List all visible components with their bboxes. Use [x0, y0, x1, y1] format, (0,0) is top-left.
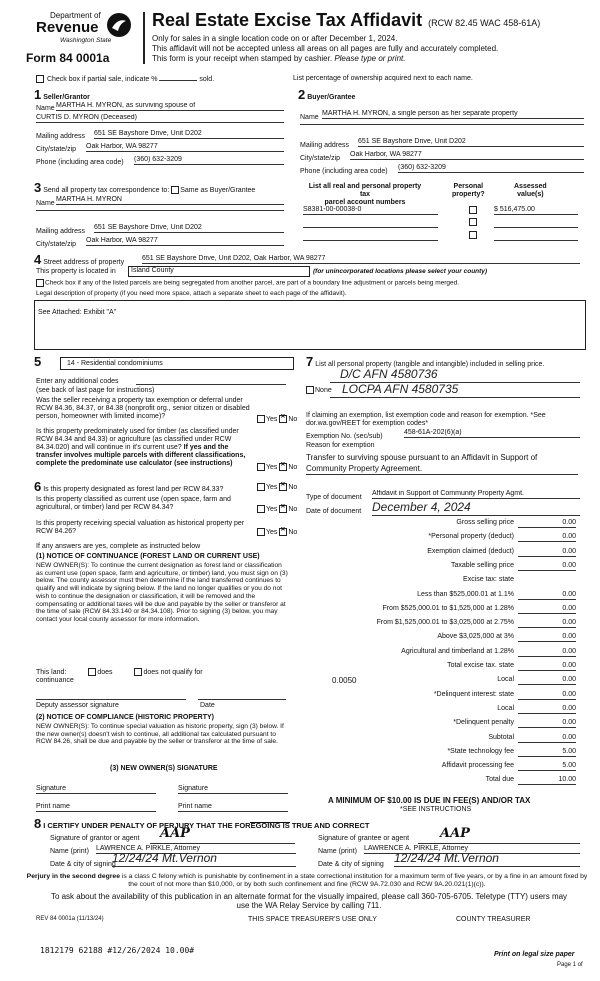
grantor-date-field[interactable]: 12/24/24 Mt.Vernon: [112, 852, 296, 867]
tax-row-label: Gross selling price: [456, 519, 514, 526]
corr-city-label: City/state/zip: [36, 241, 77, 248]
tax-row: [284, 648, 584, 658]
tax-row: [284, 591, 584, 601]
exempt-note: If claiming an exemption, list exemption code and reason for exemption. *See dor.wa.gov/REET for exemption codes*: [306, 412, 546, 428]
dept-line1: Department of: [50, 11, 101, 20]
tax-row: [284, 734, 584, 744]
s6-ifyes: If any answers are yes, complete as instructed below: [36, 543, 201, 550]
local-rate: 0.0050: [332, 676, 357, 686]
q2-yes-checkbox[interactable]: [257, 463, 265, 471]
tax-row-value[interactable]: 0.00: [518, 719, 576, 728]
tax-row-value[interactable]: 0.00: [518, 691, 576, 700]
this-land-row: This land: does does not qualify for: [36, 668, 203, 676]
codes-field[interactable]: [136, 376, 286, 385]
county-select[interactable]: Island County: [128, 266, 310, 277]
assessed-header: Assessed value(s): [514, 183, 547, 199]
tax-row: [284, 762, 584, 772]
treasurer-use-label: THIS SPACE TREASURER'S USE ONLY: [248, 916, 377, 923]
legal-description-text: See Attached: Exhibit "A": [38, 309, 117, 316]
q2-answers: Yes ✕ No: [257, 463, 297, 472]
use-code-select[interactable]: 14 - Residential condominiums: [60, 357, 294, 370]
certify-strike: [250, 822, 290, 823]
s6-q2-answers: Yes ✕ No: [257, 505, 297, 514]
tax-row-label: Local: [497, 676, 514, 684]
tax-row-label: *Delinquent interest: state: [433, 690, 514, 698]
corr-name-blank[interactable]: [36, 210, 284, 211]
parcel-number-2[interactable]: [303, 219, 438, 228]
doc-type-label: Type of document: [306, 494, 362, 501]
owner-print-line-2[interactable]: [178, 811, 288, 812]
buyer-mail-label: Mailing address: [300, 142, 350, 149]
personal-checkbox-2[interactable]: [469, 218, 478, 227]
form-number: Form 84 0001a: [26, 51, 110, 65]
tax-row-value[interactable]: 10.00: [518, 776, 576, 785]
tax-row-value[interactable]: 0.00: [518, 633, 576, 642]
partial-sale-checkbox[interactable]: [36, 75, 44, 83]
subtitle-2: This affidavit will not be accepted unless all areas on all pages are fully and accurately completed.: [152, 44, 499, 53]
tax-row-label: From $525,000.01 to $1,525,000 at 1.28%: [382, 604, 514, 612]
accessibility-note: To ask about the availability of this publication in an alternate format for the visually impaired, please call 360-705-6705. Teletype (TTY) users may use the WA Relay Service by calling 711.: [50, 892, 568, 911]
partial-sale-row: Check box if partial sale, indicate % sold.: [36, 75, 214, 84]
tax-row-value[interactable]: 0.00: [518, 548, 576, 557]
q1-text: Was the seller receiving a property tax exemption or deferral under RCW 84.36, 84.37, or 84.38 (nonprofit org., senior citizen or disabled person, homeowner with limited income)?: [36, 397, 250, 421]
seller-name-field-2[interactable]: CURTIS D. MYRON (Deceased): [36, 114, 284, 123]
same-as-buyer-checkbox[interactable]: [171, 186, 179, 194]
owner-sig-label-1: Signature: [36, 785, 66, 792]
s7-line-2: [330, 397, 580, 398]
tax-row-value[interactable]: 0.00: [518, 676, 576, 685]
buyer-name-label: Name: [300, 114, 319, 121]
notice2-title: (2) NOTICE OF COMPLIANCE (HISTORIC PROPERTY): [36, 714, 214, 721]
tax-row: [284, 562, 584, 572]
assessed-value-1[interactable]: $ 516,475.00: [494, 206, 578, 215]
tax-row-label: Excise tax: state: [463, 576, 514, 584]
buyer-name-field[interactable]: MARTHA H. MYRON, a single person as her separate property: [322, 110, 584, 119]
legal-size-note: Print on legal size paper: [494, 951, 575, 958]
tax-row-label: Total due: [485, 776, 514, 784]
notice1-body: NEW OWNER(S): To continue the current designation as forest land or classification as current use (open space, farm and agriculture, or timber) land, you must sign on (3) below. The county assessor must then determine if the land transferred continues to qualify and will indicate by signing below. If the land no longer qualifies or you do not wish to continue the designation or classification, it will be removed and the compensating or additional taxes will be due and payable by the seller or transferor at the time of sale (RCW 84.33.140 or 84.34.108). Prior to signing (3) below, you may contact your local county assessor for more information.: [36, 562, 288, 623]
tax-row: [284, 633, 584, 643]
seller-phone-field[interactable]: (360) 632-3209: [134, 156, 284, 165]
personal-checkbox-3[interactable]: [469, 231, 478, 240]
tax-row: [284, 548, 584, 558]
grantor-name-field[interactable]: LAWRENCE A. PIRKLE, Attorney: [96, 845, 296, 854]
grantee-sig-line[interactable]: [418, 843, 580, 844]
codes-sub: (see back of last page for instructions): [36, 387, 155, 394]
owner-print-label-1: Print name: [36, 803, 70, 810]
q2-text: Is this property predominately used for timber (as classified under RCW 84.34 and 84.33) or agriculture (as classified under RCW 84.34.020) and will continue in it's current use? If yes and the transfer involves multiple parcels with different classifications, complete the predominate use calculator (see instructions): [36, 428, 246, 468]
tax-row-label: Less than $525,000.01 at 1.1%: [417, 590, 514, 598]
seller-mail-label: Mailing address: [36, 133, 86, 140]
doc-date-label: Date of document: [306, 508, 362, 515]
continuance-label: continuance: [36, 677, 74, 684]
deputy-date-label: Date: [200, 702, 215, 709]
parcel-header: List all real and personal property tax parcel account numbers: [308, 183, 422, 207]
personal-checkbox-1[interactable]: [469, 206, 478, 215]
s6-q1-answers: Yes ✕ No: [257, 483, 297, 492]
segregated-row: Check box if any of the listed parcels are being segregated from another parcel, are part of a boundary line adjustment or parcels being merged.: [36, 279, 459, 287]
buyer-city-label: City/state/zip: [300, 155, 341, 162]
segregated-checkbox[interactable]: [36, 279, 44, 287]
tax-row: [284, 533, 584, 543]
tax-row-label: *Delinquent penalty: [453, 719, 514, 727]
department-logo: [24, 8, 134, 54]
minimum-note: A MINIMUM OF $10.00 IS DUE IN FEE(S) AND/OR TAX: [328, 796, 531, 805]
buyer-city-field[interactable]: Oak Harbor, WA 98277: [350, 151, 584, 160]
s6-q2-yes-checkbox[interactable]: [257, 505, 265, 513]
cashier-stamp: 1812179 62188 #12/26/2024 10.00#: [40, 946, 195, 955]
q1-yes-checkbox[interactable]: [257, 415, 265, 423]
exempt-no-field[interactable]: 458-61A-202(6)(a): [404, 429, 580, 438]
tax-row-label: Affidavit processing fee: [441, 762, 514, 770]
seller-city-field[interactable]: Oak Harbor, WA 98277: [86, 143, 284, 152]
tax-row: [284, 676, 584, 686]
buyer-mail-field[interactable]: 651 SE Bayshore Drive, Unit D202: [358, 138, 584, 147]
legal-description-box[interactable]: [34, 300, 586, 350]
legal-label: Legal description of property (if you need more space, attach a separate sheet to each page of the affidavit).: [36, 290, 347, 297]
tax-row-value[interactable]: 0.00: [518, 648, 576, 657]
tax-row-label: Total excise tax. state: [447, 662, 514, 669]
doc-date-field[interactable]: December 4, 2024: [372, 501, 580, 516]
q1-no-checkbox[interactable]: [279, 415, 287, 423]
seller-heading: 1 Seller/Grantor: [34, 87, 90, 102]
tax-row: [284, 705, 584, 715]
dept-line2: Revenue: [36, 19, 99, 36]
s7-personal-property-2[interactable]: LOCPA AFN 4580735: [342, 382, 459, 396]
corr-name-field[interactable]: MARTHA H. MYRON: [56, 196, 284, 205]
codes-label: Enter any additional codes: [36, 378, 119, 385]
tax-row-value[interactable]: 0.00: [518, 591, 576, 600]
unincorp-note: (for unincorporated locations please select your county): [313, 268, 488, 275]
tax-row: [284, 719, 584, 729]
tax-row-value[interactable]: 0.00: [518, 562, 576, 571]
tax-row-label: Exemption claimed (deduct): [427, 547, 514, 555]
tax-row: [284, 776, 584, 786]
notice3-title: (3) NEW OWNER(S) SIGNATURE: [110, 765, 218, 772]
tax-row-value[interactable]: 0.00: [518, 519, 576, 528]
tax-row: [284, 519, 584, 529]
buyer-phone-field[interactable]: (360) 632-3209: [398, 164, 584, 173]
q1-answers: Yes ✕ No: [257, 415, 297, 424]
buyer-phone-label: Phone (including area code): [300, 168, 388, 175]
s6-q2-no-checkbox[interactable]: [279, 505, 287, 513]
county-treasurer-label: COUNTY TREASURER: [456, 916, 531, 923]
street-row: 4 Street address of property: [34, 252, 125, 267]
personal-header: Personal property?: [452, 183, 485, 199]
seller-phone-label: Phone (including area code): [36, 159, 124, 166]
corr-name-label: Name: [36, 200, 55, 207]
revision-label: REV 84 0001a (11/13/24): [36, 916, 104, 922]
grantee-date-field[interactable]: 12/24/24 Mt.Vernon: [394, 852, 580, 867]
tax-row-label: *Personal property (deduct): [428, 533, 514, 541]
tax-row-value[interactable]: 5.00: [518, 748, 576, 757]
grantor-sig-line[interactable]: [150, 843, 295, 844]
tax-row-label: From $1,525,000.01 to $3,025,000 at 2.75%: [376, 619, 514, 627]
dept-line3: Washington State: [60, 37, 112, 44]
corr-city-field[interactable]: Oak Harbor, WA 98277: [86, 237, 284, 246]
q2-no-checkbox[interactable]: [279, 463, 287, 471]
seller-city-label: City/state/zip: [36, 146, 77, 153]
tax-row: [284, 619, 584, 629]
notice2-body: NEW OWNER(S): To continue special valuation as historic property, sign (3) below. If the new owner(s) doesn't wish to continue, all additional tax calculated pursuant to RCW 84.26, shall be due and payable by the seller or transferor at the time of sale.: [36, 723, 284, 746]
s6-q3-answers: Yes ✕ No: [257, 528, 297, 537]
buyer-name-blank[interactable]: [300, 124, 584, 125]
s6-q3-yes-checkbox[interactable]: [257, 528, 265, 536]
grantor-date-label: Date & city of signing: [50, 861, 116, 868]
s6-q1-no-checkbox[interactable]: [279, 483, 287, 491]
assessed-value-2[interactable]: [494, 219, 578, 228]
located-label: This property is located in: [36, 268, 116, 275]
perjury-note: Perjury in the second degree is a class C felony which is punishable by confinement in a state correctional institution for a maximum term of five years, or by a fine in an amount fixed by the court of not more than $10,000, or by both such confinement and fine (RCW 9A.72.030 and RCW 9A.20.021(1)(c)).: [26, 873, 588, 888]
page-title: Real Estate Excise Tax Affidavit (RCW 82.45 WAC 458-61A): [152, 10, 541, 30]
tax-row: [284, 605, 584, 615]
owner-print-line-1[interactable]: [36, 811, 156, 812]
tax-row-value[interactable]: 0.00: [518, 533, 576, 542]
header-divider: [143, 12, 145, 64]
s7-none-label: None: [306, 386, 332, 395]
ownership-note: List percentage of ownership acquired next to each name.: [293, 75, 473, 82]
certify-heading: 8 I CERTIFY UNDER PENALTY OF PERJURY THAT THE FOREGOING IS TRUE AND CORRECT: [34, 816, 370, 831]
owner-sig-label-2: Signature: [178, 785, 208, 792]
doc-type-field[interactable]: Affidavit in Support of Community Property Agmt.: [372, 490, 580, 499]
section5-num: 5: [34, 354, 42, 369]
tax-row: [284, 576, 584, 586]
s7-label: 7 List all personal property (tangible and intangible) included in selling price.: [306, 354, 545, 369]
deputy-date-line[interactable]: [198, 699, 286, 700]
grantee-sig-label: Signature of grantee or agent: [318, 835, 410, 842]
tax-row-label: Local: [497, 704, 514, 712]
subtitle-3: This form is your receipt when stamped by cashier. Please type or print.: [152, 54, 406, 63]
seller-name-field-1[interactable]: MARTHA H. MYRON, as surviving spouse of: [56, 102, 284, 111]
corr-mail-field[interactable]: 651 SE Bayshore Drive, Unit D202: [94, 224, 284, 233]
notice1-title: (1) NOTICE OF CONTINUANCE (FOREST LAND OR CURRENT USE): [36, 553, 260, 560]
tax-row-label: *State technology fee: [447, 747, 514, 755]
grantee-name-label: Name (print): [318, 848, 357, 855]
tax-row-value[interactable]: 0.00: [518, 605, 576, 614]
grantor-name-label: Name (print): [50, 848, 89, 855]
grantee-name-field[interactable]: LAWRENCE A. PIRKLE, Attorney: [364, 845, 580, 854]
correspondence-heading: 3 Send all property tax correspondence to: Same as Buyer/Grantee: [34, 180, 256, 195]
buyer-heading: 2 Buyer/Grantee: [298, 87, 356, 102]
seller-name-label: Name: [36, 105, 55, 112]
parcel-number-3[interactable]: [303, 232, 438, 241]
tax-row-label: Above $3,025,000 at 3%: [437, 633, 514, 641]
tax-row-label: Agricultural and timberland at 1.28%: [401, 647, 514, 655]
owner-sig-line-1[interactable]: [36, 793, 156, 794]
corr-mail-label: Mailing address: [36, 228, 86, 235]
tax-row: [284, 691, 584, 701]
see-instructions: *SEE INSTRUCTIONS: [400, 806, 472, 813]
owner-print-label-2: Print name: [178, 803, 212, 810]
subtitle-1: Only for sales in a single location code on or after December 1, 2024.: [152, 34, 398, 43]
tax-row-value[interactable]: 5.00: [518, 762, 576, 771]
s6-q2: Is this property classified as current use (open space, farm and agricultural, or timber) land per RCW 84.34?: [36, 496, 231, 512]
tax-row-value[interactable]: 0.00: [518, 705, 576, 714]
does-not-checkbox[interactable]: [134, 668, 142, 676]
wa-logo-icon: [106, 12, 132, 38]
s6-q3: Is this property receiving special valuation as historical property per RCW 84.26?: [36, 520, 245, 536]
deputy-sig-label: Deputy assessor signature: [36, 702, 119, 709]
tax-row-value[interactable]: 0.00: [518, 662, 576, 671]
grantee-date-label: Date & city of signing: [318, 861, 384, 868]
parcel-number-1[interactable]: S8381-00-00038-0: [303, 206, 438, 215]
grantor-sig-label: Signature of grantor or agent: [50, 835, 140, 842]
assessed-value-3[interactable]: [494, 232, 578, 241]
deputy-sig-line[interactable]: [36, 699, 186, 700]
s6-q1-yes-checkbox[interactable]: [257, 483, 265, 491]
reason-field[interactable]: Transfer to surviving spouse pursuant to an Affidavit in Support of Community Property Agreement.: [306, 452, 578, 475]
seller-mail-field[interactable]: 651 SE Bayshore Drive, Unit D202: [94, 130, 284, 139]
page-number: Page 1 of: [557, 962, 583, 968]
tax-row-value[interactable]: 0.00: [518, 734, 576, 743]
tax-row-value[interactable]: 0.00: [518, 619, 576, 628]
tax-row-label: Subtotal: [488, 733, 514, 741]
tax-row-label: Taxable selling price: [450, 561, 514, 569]
does-checkbox[interactable]: [88, 668, 96, 676]
exempt-no-label: Exemption No. (sec/sub): [306, 433, 383, 440]
s7-personal-property-1[interactable]: D/C AFN 4580736: [340, 367, 438, 381]
tax-row: [284, 748, 584, 758]
s6-q1: 6 Is this property designated as forest land per RCW 84.33?: [34, 479, 224, 494]
street-field[interactable]: 651 SE Bayshore Drive, Unit D202, Oak Harbor, WA 98277: [142, 255, 580, 264]
owner-sig-line-2[interactable]: [178, 793, 288, 794]
tax-row: [284, 662, 584, 672]
grantee-signature: AAP: [440, 826, 470, 841]
grantor-signature: AAP: [160, 826, 190, 841]
reason-label: Reason for exemption: [306, 442, 375, 449]
